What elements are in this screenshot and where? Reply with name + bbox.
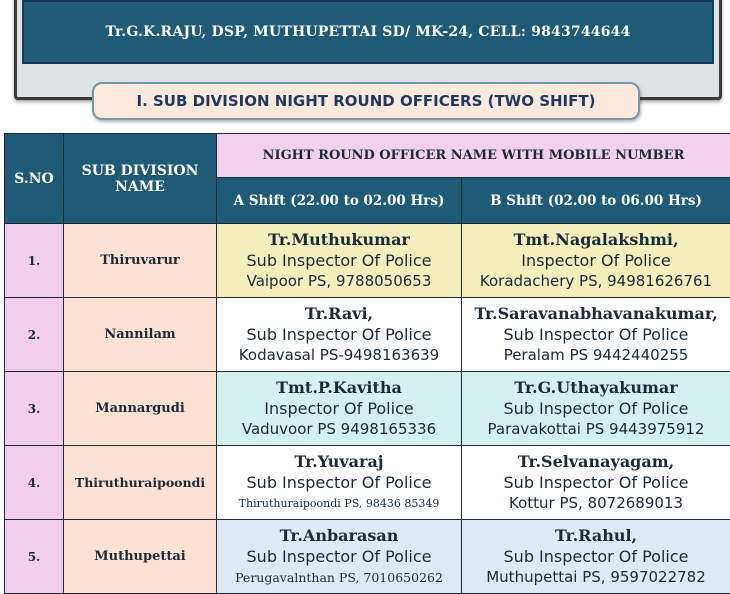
- officer-station: Thiruthuraipoondi PS, 98436 85349: [217, 493, 461, 514]
- row-subdivision: Muthupettai: [64, 520, 217, 594]
- row-subdivision: Thiruthuraipoondi: [64, 446, 217, 520]
- officer-name: Tr.Yuvaraj: [217, 451, 461, 472]
- dsp-banner: [22, 0, 714, 64]
- table-row: [5, 446, 730, 520]
- officer-station: Kottur PS, 8072689013: [462, 493, 730, 514]
- section-title-box: [92, 82, 640, 120]
- officer-station: Peralam PS 9442440255: [462, 345, 730, 366]
- header-subdivision: SUB DIVISION NAME: [64, 134, 217, 224]
- officer-rank: Sub Inspector Of Police: [462, 472, 730, 493]
- row-sno: 4.: [5, 446, 64, 520]
- officer-station: Koradachery PS, 94981626761: [462, 271, 730, 292]
- header-a-shift: A Shift (22.00 to 02.00 Hrs): [217, 178, 462, 224]
- officer-rank: Inspector Of Police: [217, 398, 461, 419]
- table-row: [5, 372, 730, 446]
- a-shift-officer: [217, 298, 462, 372]
- officer-name: Tmt.P.Kavitha: [217, 377, 461, 398]
- officer-rank: Inspector Of Police: [462, 250, 730, 271]
- officer-station: Paravakottai PS 9443975912: [462, 419, 730, 440]
- header-sno: S.NO: [5, 134, 64, 224]
- row-sno: 2.: [5, 298, 64, 372]
- officer-name: Tr.Saravanabhavanakumar,: [462, 303, 730, 324]
- officer-name: Tr.Ravi,: [217, 303, 461, 324]
- officer-name: Tr.Muthukumar: [217, 229, 461, 250]
- officer-rank: Sub Inspector Of Police: [462, 324, 730, 345]
- officer-name: Tr.Selvanayagam,: [462, 451, 730, 472]
- officer-rank: Sub Inspector Of Police: [217, 324, 461, 345]
- officer-station: Vaduvoor PS 9498165336: [217, 419, 461, 440]
- officer-rank: Sub Inspector Of Police: [217, 250, 461, 271]
- section-title: I. SUB DIVISION NIGHT ROUND OFFICERS (TWO SHIFT): [137, 92, 596, 110]
- row-subdivision: Thiruvarur: [64, 224, 217, 298]
- b-shift-officer: [462, 224, 730, 298]
- row-subdivision: Nannilam: [64, 298, 217, 372]
- a-shift-officer: [217, 224, 462, 298]
- b-shift-officer: [462, 520, 730, 594]
- night-round-table: [4, 133, 730, 594]
- officer-name: Tmt.Nagalakshmi,: [462, 229, 730, 250]
- officer-name: Tr.G.Uthayakumar: [462, 377, 730, 398]
- officer-station: Vaipoor PS, 9788050653: [217, 271, 461, 292]
- table-row: [5, 298, 730, 372]
- row-sno: 5.: [5, 520, 64, 594]
- officer-rank: Sub Inspector Of Police: [462, 398, 730, 419]
- officer-station: Muthupettai PS, 9597022782: [462, 567, 730, 588]
- officer-rank: Sub Inspector Of Police: [217, 472, 461, 493]
- a-shift-officer: [217, 446, 462, 520]
- row-sno: 3.: [5, 372, 64, 446]
- table-row: [5, 224, 730, 298]
- b-shift-officer: [462, 298, 730, 372]
- header-b-shift: B Shift (02.00 to 06.00 Hrs): [462, 178, 730, 224]
- b-shift-officer: [462, 446, 730, 520]
- officer-station: Perugavalnthan PS, 7010650262: [217, 567, 461, 588]
- header-night-round-officer: NIGHT ROUND OFFICER NAME WITH MOBILE NUMBER: [217, 134, 730, 178]
- officer-station: Kodavasal PS-9498163639: [217, 345, 461, 366]
- dsp-banner-text: Tr.G.K.RAJU, DSP, MUTHUPETTAI SD/ MK-24, CELL: 9843744644: [105, 24, 630, 40]
- row-sno: 1.: [5, 224, 64, 298]
- a-shift-officer: [217, 520, 462, 594]
- table-row: [5, 520, 730, 594]
- officer-rank: Sub Inspector Of Police: [217, 546, 461, 567]
- a-shift-officer: [217, 372, 462, 446]
- b-shift-officer: [462, 372, 730, 446]
- officer-name: Tr.Rahul,: [462, 525, 730, 546]
- officer-rank: Sub Inspector Of Police: [462, 546, 730, 567]
- officer-name: Tr.Anbarasan: [217, 525, 461, 546]
- row-subdivision: Mannargudi: [64, 372, 217, 446]
